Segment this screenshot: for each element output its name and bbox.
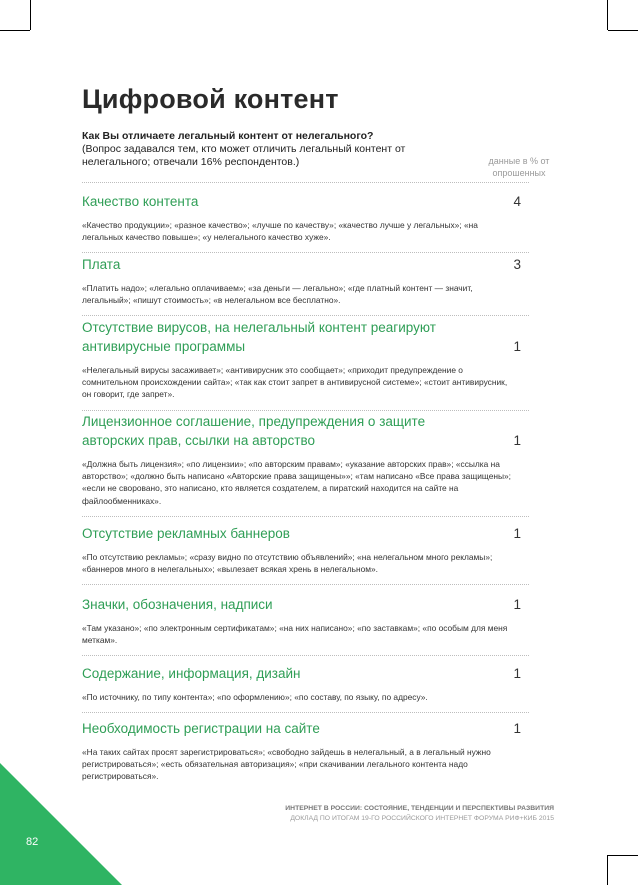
footer-title: ИНТЕРНЕТ В РОССИИ: СОСТОЯНИЕ, ТЕНДЕНЦИИ И ПЕРСПЕКТИВЫ РАЗВИТИЯ — [285, 805, 554, 812]
list-item — [82, 412, 529, 517]
item-title: Содержание, информация, дизайн — [82, 666, 301, 681]
item-title: Качество контента — [82, 194, 199, 209]
item-value: 1 — [513, 721, 521, 736]
item-quotes: «Там указано»; «по электронным сертификатам»; «на них написано»; «по заставкам»; «по особым для меня меткам». — [82, 623, 508, 646]
item-quotes: «Платить надо»; «легально оплачиваем»; «за деньги — легально»; «где платный контент — значит, легальный»; «пишут стоимость»; «в нелегальном все бесплатно». — [82, 283, 473, 306]
item-quotes: «На таких сайтах просят зарегистрироваться»; «свободно зайдешь в нелегальный, а в легальный нужно регистрироваться»; «есть обязательная авторизация»; «при скачивании легального контента надо регистрироваться». — [82, 747, 491, 782]
item-title: Отсутствие вирусов, на нелегальный контент реагируют антивирусные программы — [82, 320, 436, 354]
item-title: Лицензионное соглашение, предупреждения о защите авторских прав, ссылки на авторство — [82, 414, 426, 448]
page-number: 82 — [26, 836, 39, 848]
page-title: Цифровой контент — [82, 84, 339, 114]
crop-mark — [608, 30, 638, 31]
item-title: Значки, обозначения, надписи — [82, 597, 273, 612]
divider — [82, 584, 529, 585]
item-value: 1 — [513, 433, 521, 448]
item-value: 1 — [513, 597, 521, 612]
item-quotes: «По источнику, по типу контента»; «по оформлению»; «по составу, по языку, по адресу». — [82, 692, 428, 702]
item-quotes: «Качество продукции»; «разное качество»; «лучше по качеству»; «качество лучше у легальных»; «на легальных качество повыше»; «у нелегального качество хуже». — [82, 220, 478, 243]
item-title: Плата — [82, 257, 121, 272]
list-item — [82, 595, 529, 656]
list-item — [82, 255, 529, 316]
item-value: 1 — [513, 666, 521, 681]
crop-mark — [607, 0, 608, 30]
crop-mark — [608, 855, 638, 856]
list-item — [82, 192, 529, 253]
item-quotes: «Нелегальный вирусы засаживает»; «антивирусник это сообщает»; «приходит предупреждение о сомнительном происхождении сайта»; «так как стоит запрет в антивирусной системе»; «стоит антивирусник, он говорит, где запрет». — [82, 365, 508, 400]
list-item — [82, 524, 529, 585]
crop-mark — [0, 30, 30, 31]
divider — [82, 712, 529, 713]
list-item — [82, 318, 529, 411]
list-item — [82, 664, 529, 713]
page-footer — [285, 804, 554, 824]
crop-mark — [607, 855, 608, 885]
item-title: Необходимость регистрации на сайте — [82, 721, 320, 736]
item-quotes: «По отсутствию рекламы»; «сразу видно по отсутствию объявлений»; «на нелегальном много рекламы»; «баннеров много в нелегальных»; «вылезает всякая хрень в нелегальном». — [82, 552, 493, 575]
divider — [82, 315, 529, 316]
item-value: 1 — [513, 339, 521, 354]
divider — [82, 410, 529, 411]
question-text: Как Вы отличаете легальный контент от нелегального? — [82, 130, 374, 142]
item-title: Отсутствие рекламных баннеров — [82, 526, 290, 541]
item-value: 1 — [513, 526, 521, 541]
divider — [82, 182, 529, 183]
divider — [82, 516, 529, 517]
item-quotes: «Должна быть лицензия»; «по лицензии»; «по авторским правам»; «указание авторских прав»; «ссылка на авторство»; «должно быть написано «Авторские права защищены»»; «там написано «Все права защищены»; «если не своровано, это написано, кто является создателем, а пиратский находится на сайте на файлообменниках». — [82, 459, 511, 506]
item-value: 4 — [513, 194, 521, 209]
divider — [82, 655, 529, 656]
corner-accent-triangle — [0, 763, 122, 885]
crop-mark — [30, 0, 31, 30]
item-value: 3 — [513, 257, 521, 272]
survey-question — [82, 130, 462, 169]
question-note: (Вопрос задавался тем, кто может отличить легальный контент от нелегального; отвечали 16% респондентов.) — [82, 143, 406, 168]
legend-note: данные в % от опрошенных — [488, 156, 550, 178]
list-item — [82, 719, 529, 783]
footer-subtitle: ДОКЛАД ПО ИТОГАМ 19-ГО РОССИЙСКОГО ИНТЕРНЕТ ФОРУМА РИФ+КИБ 2015 — [290, 815, 554, 822]
divider — [82, 252, 529, 253]
